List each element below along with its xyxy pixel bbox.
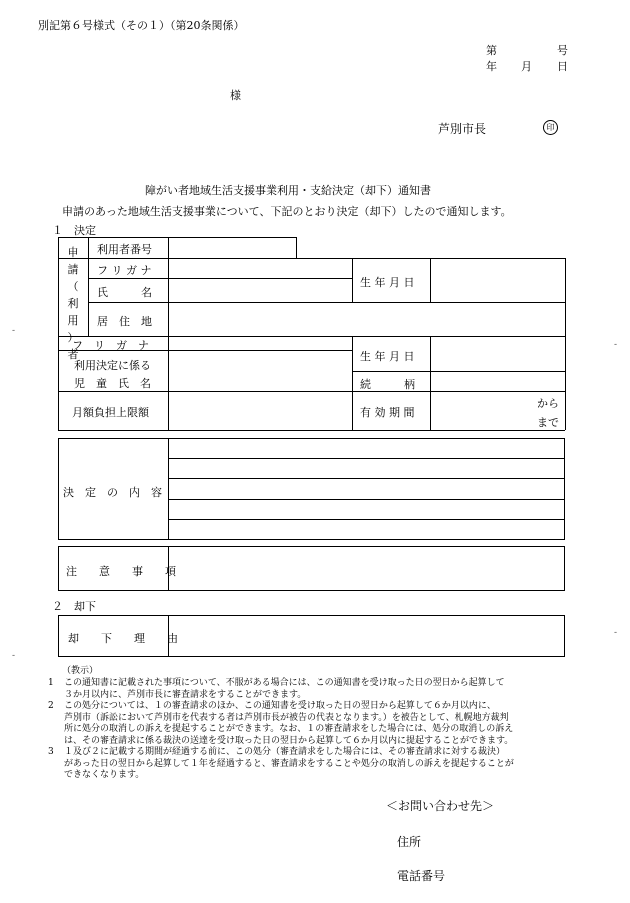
contact-title: ＜お問い合わせ先＞	[386, 799, 495, 813]
margin-mark: -	[614, 340, 618, 350]
child-name-label-1: 利用決定に係る	[74, 359, 151, 372]
limit-label: 月額負担上限額	[72, 406, 149, 419]
document-title: 障がい者地域生活支援事業利用・支給決定（却下）通知書	[145, 184, 431, 197]
margin-mark: -	[12, 326, 16, 336]
date-month: 月	[521, 60, 532, 73]
decision-content-label: 決 定 の 内 容	[63, 486, 162, 499]
applicant-name-label: 氏 名	[97, 286, 152, 299]
applicant-furigana-label: フ リ ガ ナ	[97, 264, 152, 277]
applicant-address-label: 居 住 地	[97, 315, 152, 328]
section2-title: ２ 却下	[52, 600, 96, 613]
applicant-birth-label: 生 年 月 日	[360, 276, 415, 289]
addressee-sama: 様	[230, 89, 241, 102]
margin-mark: -	[12, 651, 16, 661]
period-from: から	[537, 397, 559, 410]
note-item: 3 １及び２に記載する期間が経過する前に、この処分（審査請求をした場合には、その審査請求に対する裁決） があった日の翌日から起算して１年を経過すると、審査請求をすることや処分の取消しの訴えを提起することが できなくなります。	[48, 747, 514, 780]
date-year: 年	[486, 60, 497, 73]
number-label-dai: 第	[486, 44, 497, 57]
notes-list	[48, 678, 568, 782]
note-item: 1 この通知書に記載された事項について、不服がある場合には、この通知書を受け取った日の翌日から起算して ３か月以内に、芦別市長に審査請求をすることができます。	[48, 678, 505, 700]
section1-title: １ 決定	[52, 224, 96, 237]
contact-address-label: 住所	[397, 835, 422, 849]
period-to: まで	[537, 416, 559, 429]
note-item: 2 この処分については、１の審査請求のほか、この通知書を受け取った日の翌日から起算して６か月以内に、 芦別市（訴訟において芦別市を代表する者は芦別市長が被告の代表となります。）を被告として、札幌地方裁判 所に処分の取消しの訴えを提起することができます。なお、１の審査請求をした場合には、処分の取消しの訴え は、その審査請求に係る裁決の送達を受け取った日の翌日から起算して６か月以内に提起することができます。	[48, 701, 514, 746]
contact-phone-label: 電話番号	[397, 869, 446, 883]
notes-title: （教示）	[62, 666, 99, 676]
issuer: 芦別市長	[438, 122, 487, 136]
intro-text: 申請のあった地域生活支援事業について、下記のとおり決定（却下）したので通知します。	[62, 205, 512, 218]
period-label: 有 効 期 間	[360, 406, 415, 419]
child-birth-label: 生 年 月 日	[360, 350, 415, 363]
number-label-go: 号	[557, 44, 568, 57]
rejection-label: 却 下 理 由	[68, 632, 178, 645]
user-number-label: 利用者番号	[97, 243, 152, 256]
date-day: 日	[557, 60, 568, 73]
seal-mark: 印	[543, 120, 558, 135]
child-furigana-label: フ リ ガ ナ	[72, 339, 149, 352]
applicant-group-label: 申 請 （ 利 用 ） 者	[67, 246, 79, 361]
form-id: 別記第６号様式（その１）（第20条関係）	[38, 19, 245, 32]
caution-label: 注 意 事 項	[66, 565, 176, 578]
child-relation-label: 続 柄	[360, 378, 415, 391]
margin-mark: -	[614, 628, 618, 638]
child-name-label-2: 児 童 氏 名	[74, 377, 151, 390]
